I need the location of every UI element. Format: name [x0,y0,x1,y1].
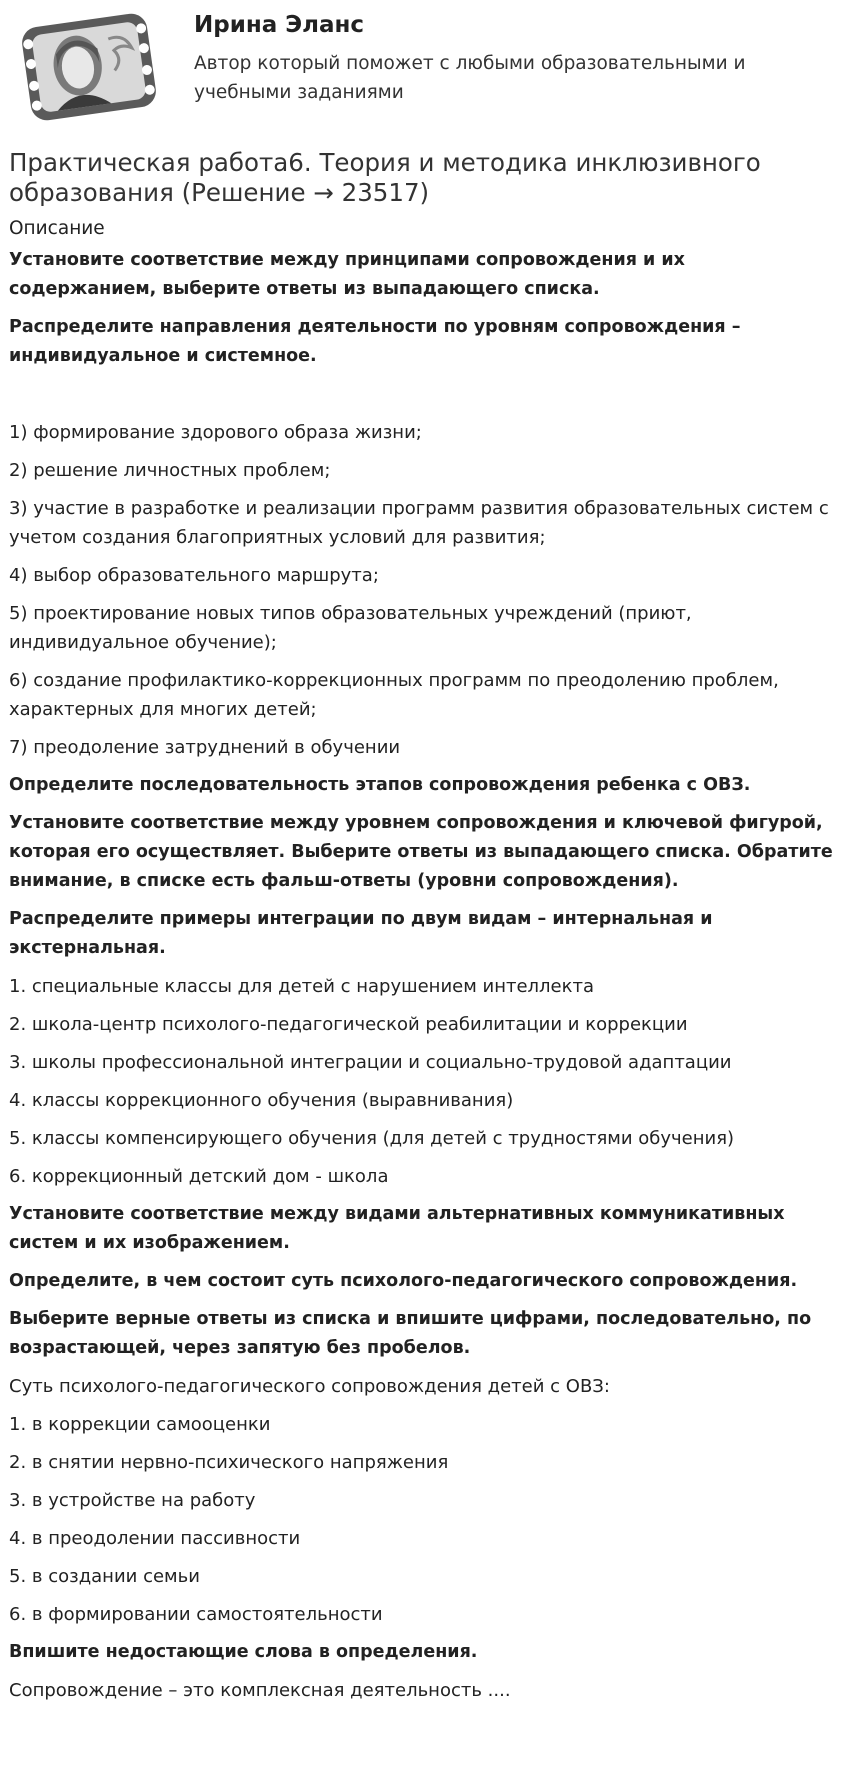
author-tagline: Автор который поможет с любыми образовательными и учебными заданиями [194,53,746,103]
author-avatar [16,6,162,128]
task-item: 5. классы компенсирующего обучения (для детей с трудностями обучения) [9,1128,735,1149]
task-item: 6) создание профилактико-коррекционных программ по преодолению проблем, характерных для многих детей; [9,670,779,720]
task-item: 4) выбор образовательного маршрута; [9,565,379,586]
task-heading: Впишите недостающие слова в определения. [9,1642,478,1662]
task-item: 6. коррекционный детский дом - школа [9,1166,389,1187]
task-item: 2. школа-центр психолого-педагогической реабилитации и коррекции [9,1014,688,1035]
task-heading: Определите, в чем состоит суть психолого-педагогического сопровождения. [9,1271,798,1291]
task-heading: Выберите верные ответы из списка и впишите цифрами, последовательно, по возрастающей, через запятую без пробелов. [9,1309,812,1358]
task-item: 1. специальные классы для детей с нарушением интеллекта [9,976,595,997]
task-item: 5) проектирование новых типов образовательных учреждений (приют, индивидуальное обучение); [9,603,692,653]
description-content [9,246,838,1705]
task-item: 4. классы коррекционного обучения (выравнивания) [9,1090,514,1111]
task-item: Сопровождение – это комплексная деятельность .... [9,1680,511,1701]
task-item: 2. в снятии нервно-психического напряжения [9,1452,449,1473]
task-item: 3. школы профессиональной интеграции и социально-трудовой адаптации [9,1052,732,1073]
task-item: 6. в формировании самостоятельности [9,1604,383,1625]
work-title: Практическая работа6. Теория и методика инклюзивного образования (Решение → 23517) [9,148,761,207]
task-item: 7) преодоление затруднений в обучении [9,737,401,758]
task-item: 3) участие в разработке и реализации программ развития образовательных систем с учетом создания благоприятных условий для развития; [9,498,829,548]
task-item: Суть психолого-педагогического сопровождения детей с ОВЗ: [9,1376,610,1397]
task-heading: Установите соответствие между видами альтернативных коммуникативных систем и их изображением. [9,1204,785,1253]
task-heading: Распределите направления деятельности по уровням сопровождения – индивидуальное и системное. [9,317,741,366]
task-item: 1. в коррекции самооценки [9,1414,271,1435]
author-name: Ирина Эланс [194,12,365,38]
task-item: 3. в устройстве на работу [9,1490,256,1511]
task-heading: Установите соответствие между уровнем сопровождения и ключевой фигурой, которая его осуществляет. Выберите ответы из выпадающего списка. Обратите внимание, в списке есть фальш-ответы (уровни сопровождения). [9,813,833,891]
description-label: Описание [9,218,105,239]
task-heading: Установите соответствие между принципами сопровождения и их содержанием, выберите ответы из выпадающего списка. [9,250,685,299]
task-item: 2) решение личностных проблем; [9,460,331,481]
author-header [9,0,838,140]
content-spacer [9,380,838,418]
task-heading: Распределите примеры интеграции по двум видам – интернальная и экстернальная. [9,909,713,958]
task-item: 4. в преодолении пассивности [9,1528,301,1549]
task-item: 1) формирование здорового образа жизни; [9,422,422,443]
task-item: 5. в создании семьи [9,1566,200,1587]
task-heading: Определите последовательность этапов сопровождения ребенка с ОВЗ. [9,775,751,795]
